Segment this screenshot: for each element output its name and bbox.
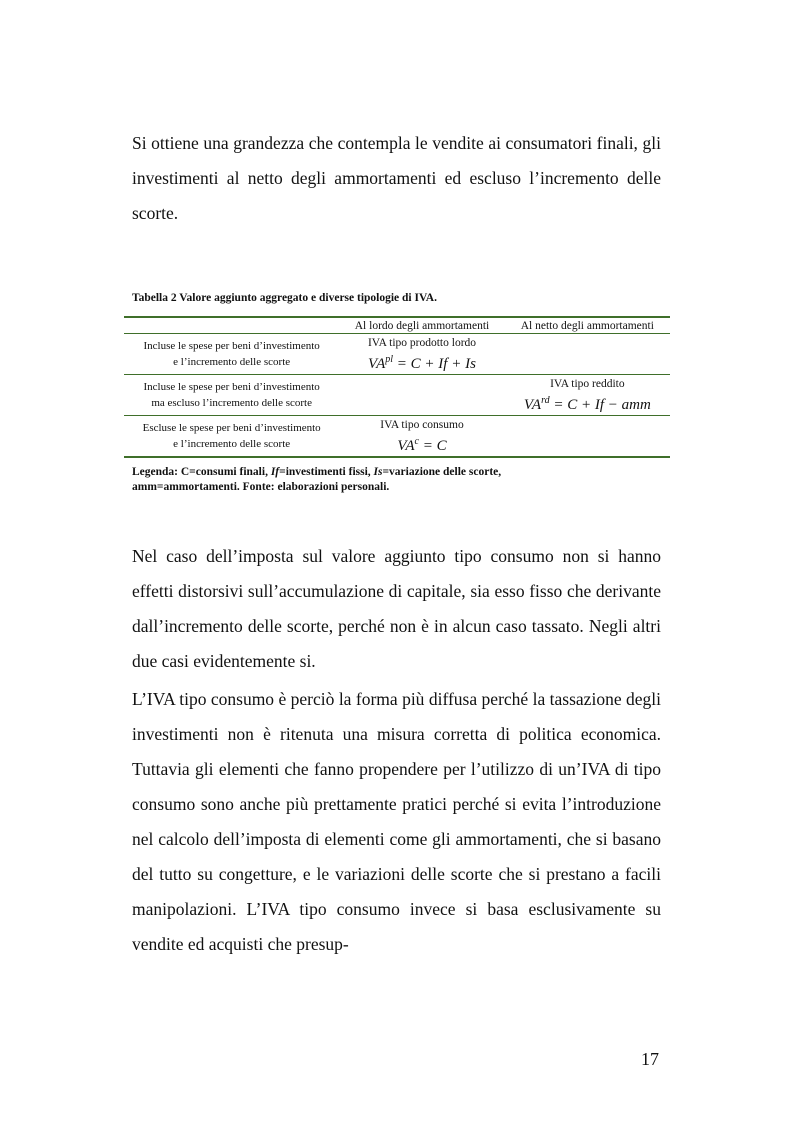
row-label-line1: Incluse le spese per beni d’investimento: [143, 381, 320, 393]
legend-is: Is: [373, 466, 383, 478]
formula-sup: rd: [541, 395, 550, 406]
legend-part3: =variazione delle scorte,: [382, 466, 502, 478]
table-header-netto: Al netto degli ammortamenti: [505, 318, 670, 334]
formula-rest: = C: [419, 438, 447, 454]
cell-title: IVA tipo prodotto lordo: [367, 337, 477, 349]
table-row: [124, 375, 670, 416]
legend-line2: amm=ammortamenti. Fonte: elaborazioni personali.: [132, 481, 390, 493]
cell-title: IVA tipo consumo: [380, 419, 464, 431]
formula-rest: = C + If + Is: [393, 356, 476, 372]
paragraph-consumo: Nel caso dell’imposta sul valore aggiunto tipo consumo non si hanno effetti distorsivi sull’accumulazione di capitale, sia esso fisso che derivante dall’incremento delle scorte, perché non è in alcun caso tassato. Negli altri due casi evidentemente si.: [132, 546, 661, 671]
row-label-line1: Incluse le spese per beni d’investimento: [143, 340, 320, 352]
formula-base: VA: [368, 356, 386, 372]
table-caption: Tabella 2 Valore aggiunto aggregato e diverse tipologie di IVA.: [132, 292, 437, 304]
row-label-line1: Escluse le spese per beni d’investimento: [142, 422, 321, 434]
formula-sup: pl: [385, 354, 394, 365]
cell-title: IVA tipo reddito: [550, 378, 625, 390]
row-label-line2: ma escluso l’incremento delle scorte: [151, 397, 312, 409]
legend-part2: =investimenti fissi,: [279, 466, 374, 478]
table-header-empty: [124, 318, 339, 334]
table-header-lordo: Al lordo degli ammortamenti: [339, 318, 504, 334]
row-label: [124, 375, 339, 416]
row-label: [124, 416, 339, 458]
legend-if: If: [270, 466, 280, 478]
formula: [341, 432, 502, 456]
row-label-line2: e l’incremento delle scorte: [173, 438, 291, 450]
formula-rest: = C + If − amm: [549, 397, 651, 413]
legend-part1: Legenda: C=consumi finali,: [132, 466, 271, 478]
paragraph-iva-diffusa: L’IVA tipo consumo è perciò la forma più diffusa perché la tassazione degli investimenti non è ritenuta una misura corretta di politica economica. Tuttavia gli elementi che fanno propendere per l’utilizzo di un’IVA di tipo consumo sono anche più prettamente pratici perché si evita l’introduzione nel calcolo dell’imposta di elementi come gli ammortamenti, che si basano del tutto su congetture, e le variazioni delle scorte che si prestano a facili manipolazioni. L’IVA tipo consumo invece si basa esclusivamente su vendite ed acquisti che presup-: [132, 689, 661, 954]
cell-lordo: [339, 375, 504, 416]
page-number: 17: [641, 1049, 659, 1069]
formula: [341, 350, 502, 374]
formula-base: VA: [523, 397, 542, 413]
formula: [507, 391, 668, 415]
table-row: [124, 334, 670, 375]
iva-table: [124, 316, 670, 458]
cell-netto: [505, 375, 670, 416]
paragraph-intro: Si ottiene una grandezza che contempla le vendite ai consumatori finali, gli investimenti al netto degli ammortamenti ed escluso l’incremento delle scorte.: [132, 133, 661, 223]
table-row: [124, 416, 670, 458]
row-label: [124, 334, 339, 375]
row-label-line2: e l’incremento delle scorte: [173, 356, 291, 368]
formula-base: VA: [397, 438, 415, 454]
formula-sup: c: [414, 436, 419, 447]
cell-netto: [505, 334, 670, 375]
cell-netto: [505, 416, 670, 458]
table-legend: [132, 465, 602, 495]
cell-lordo: [339, 334, 504, 375]
cell-lordo: [339, 416, 504, 458]
table-header-row: [124, 318, 670, 334]
